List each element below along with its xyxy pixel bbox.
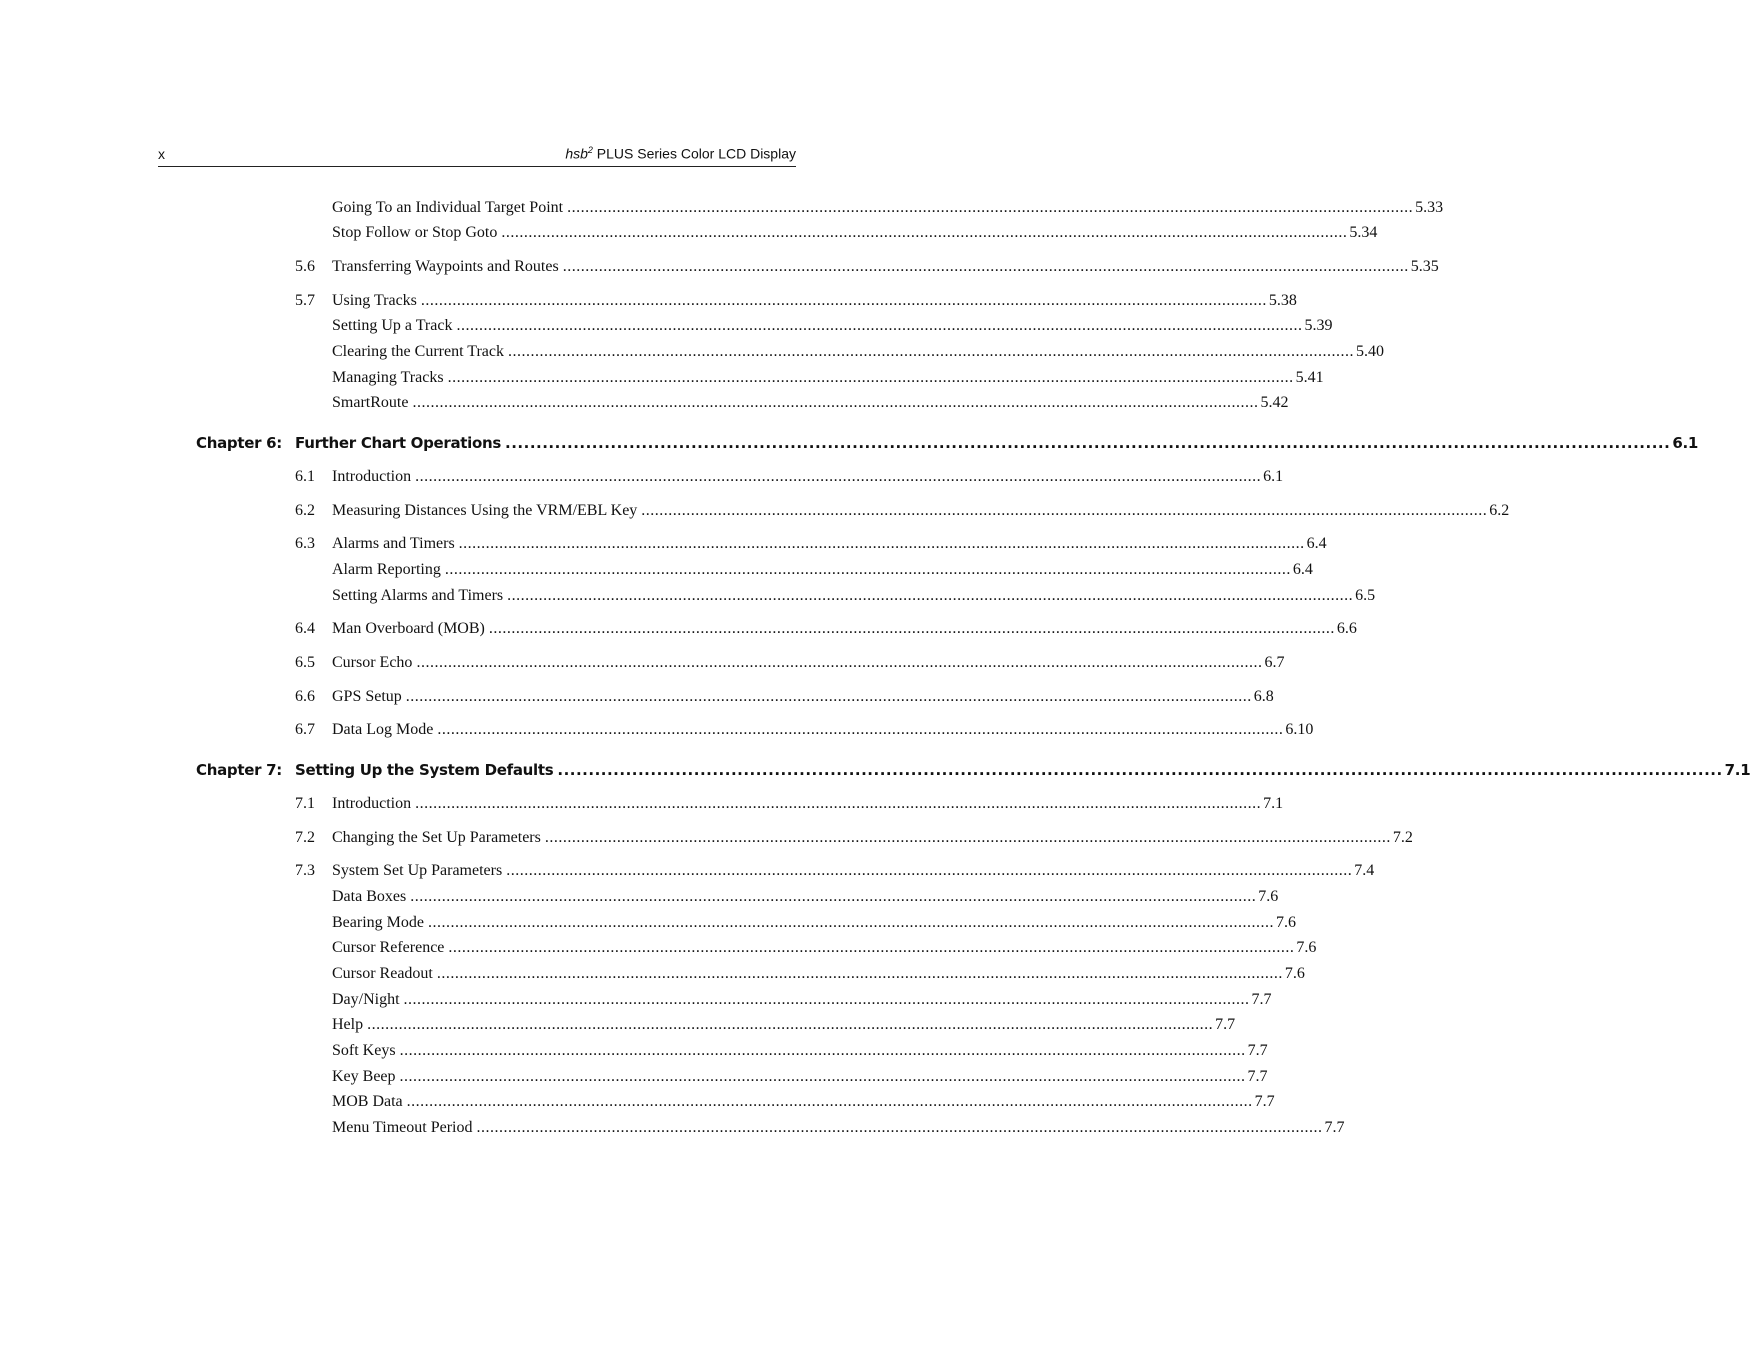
dot-leader: ............................................................................................................................................................................................ <box>506 862 1353 879</box>
chapter-title: Setting Up the System Defaults <box>295 759 557 781</box>
toc-entry-page: 5.35 <box>1409 256 1439 278</box>
toc-entry-page: 7.7 <box>1253 1091 1275 1113</box>
toc-entry-page: 6.4 <box>1305 533 1327 555</box>
toc-entry[interactable] <box>332 937 1317 959</box>
toc-entry-page: 7.7 <box>1246 1066 1268 1088</box>
dot-leader: ............................................................................................................................................................................................ <box>447 369 1294 386</box>
toc-entry-page: 6.10 <box>1283 719 1313 741</box>
dot-leader: ............................................................................................................................................................................................ <box>544 829 1391 846</box>
toc-section[interactable] <box>295 793 1284 815</box>
dot-leader: ............................................................................................................................................................................................ <box>641 502 1488 519</box>
dot-leader: ............................................................................................................................................................................................ <box>456 317 1303 334</box>
dot-leader: ............................................................................................................................................................................................ <box>420 292 1267 309</box>
toc-entry-page: 7.1 <box>1261 793 1283 815</box>
toc-entry[interactable] <box>332 315 1333 337</box>
toc-entry-page: 6.1 <box>1261 466 1283 488</box>
dot-leader: ............................................................................................................................................................................................ <box>399 1042 1246 1059</box>
toc-entry-title: Soft Keys <box>332 1040 400 1062</box>
toc-entry-title: Introduction <box>332 793 415 815</box>
dot-leader: ............................................................................................................................................................................................ <box>412 394 1259 411</box>
toc-chapter-heading[interactable] <box>196 432 1698 454</box>
toc-section[interactable] <box>295 256 1439 278</box>
toc-entry[interactable] <box>332 1091 1275 1113</box>
toc-entry[interactable] <box>332 392 1289 414</box>
toc-section-number: 5.7 <box>295 292 315 309</box>
dot-leader: ............................................................................................................................................................................................ <box>416 654 1263 671</box>
toc-entry-title: Alarms and Timers <box>332 533 459 555</box>
toc-entry[interactable] <box>332 197 1444 219</box>
toc-section[interactable] <box>295 466 1284 488</box>
toc-entry-page: 5.40 <box>1354 341 1384 363</box>
chapter-number: Chapter 6: <box>196 434 282 452</box>
toc-entry-page: 5.41 <box>1294 367 1324 389</box>
chapter-page: 6.1 <box>1672 434 1698 452</box>
toc-entry-page: 7.7 <box>1250 989 1272 1011</box>
toc-entry[interactable] <box>332 963 1305 985</box>
toc-entry-title: System Set Up Parameters <box>332 860 506 882</box>
toc-entry-title: GPS Setup <box>332 686 406 708</box>
dot-leader: ............................................................................................................................................................................................ <box>505 434 1671 452</box>
running-title-text: PLUS Series Color LCD Display <box>592 146 796 162</box>
toc-entry-title: Bearing Mode <box>332 912 428 934</box>
toc-entry-page: 7.7 <box>1213 1014 1235 1036</box>
toc-entry-title: Cursor Reference <box>332 937 448 959</box>
toc-entry-title: Menu Timeout Period <box>332 1117 476 1139</box>
dot-leader: ............................................................................................................................................................................................ <box>405 688 1252 705</box>
toc-entry-page: 7.6 <box>1283 963 1305 985</box>
toc-entry[interactable] <box>332 1014 1236 1036</box>
toc-entry[interactable] <box>332 585 1376 607</box>
toc-entry-page: 6.5 <box>1353 585 1375 607</box>
toc-entry-title: Setting Up a Track <box>332 315 456 337</box>
toc-entry-page: 7.2 <box>1391 827 1413 849</box>
toc-entry-title: Changing the Set Up Parameters <box>332 827 545 849</box>
dot-leader: ............................................................................................................................................................................................ <box>567 199 1414 216</box>
toc-entry-page: 7.6 <box>1256 886 1278 908</box>
toc-entry-page: 7.7 <box>1246 1040 1268 1062</box>
toc-section[interactable] <box>295 533 1327 555</box>
toc-entry-title: Setting Alarms and Timers <box>332 585 507 607</box>
dot-leader: ............................................................................................................................................................................................ <box>427 914 1274 931</box>
toc-entry-page: 6.8 <box>1252 686 1274 708</box>
toc-entry[interactable] <box>332 1040 1268 1062</box>
dot-leader: ............................................................................................................................................................................................ <box>436 965 1283 982</box>
toc-entry[interactable] <box>332 886 1279 908</box>
dot-leader: ............................................................................................................................................................................................ <box>476 1119 1323 1136</box>
toc-entry-page: 7.6 <box>1294 937 1316 959</box>
chapter-title: Further Chart Operations <box>295 432 505 454</box>
toc-entry-title: Day/Night <box>332 989 404 1011</box>
toc-entry-page: 7.6 <box>1274 912 1296 934</box>
toc-entry-title: Going To an Individual Target Point <box>332 197 567 219</box>
toc-section-number: 6.2 <box>295 502 315 519</box>
toc-entry-page: 5.42 <box>1258 392 1288 414</box>
dot-leader: ............................................................................................................................................................................................ <box>501 224 1348 241</box>
toc-entry-page: 6.4 <box>1291 559 1313 581</box>
toc-entry-page: 5.38 <box>1267 290 1297 312</box>
dot-leader: ............................................................................................................................................................................................ <box>458 535 1305 552</box>
toc-section-number: 6.5 <box>295 654 315 671</box>
page-number: x <box>158 146 165 162</box>
toc-entry-title: Key Beep <box>332 1066 400 1088</box>
toc-entry[interactable] <box>332 367 1324 389</box>
toc-entry-title: Clearing the Current Track <box>332 341 508 363</box>
toc-section-number: 7.3 <box>295 862 315 879</box>
dot-leader: ............................................................................................................................................................................................ <box>507 587 1354 604</box>
dot-leader: ............................................................................................................................................................................................ <box>403 991 1250 1008</box>
toc-entry-page: 6.7 <box>1262 652 1284 674</box>
toc-section[interactable] <box>295 719 1314 741</box>
toc-entry-title: Introduction <box>332 466 415 488</box>
dot-leader: ............................................................................................................................................................................................ <box>444 561 1291 578</box>
toc-entry-title: Data Boxes <box>332 886 410 908</box>
toc-entry-title: Man Overboard (MOB) <box>332 618 489 640</box>
toc-section-number: 5.6 <box>295 258 315 275</box>
dot-leader: ............................................................................................................................................................................................ <box>415 468 1262 485</box>
dot-leader: ............................................................................................................................................................................................ <box>557 761 1723 779</box>
toc-entry[interactable] <box>332 912 1296 934</box>
toc-section[interactable] <box>295 290 1297 312</box>
toc-entry-title: Data Log Mode <box>332 719 437 741</box>
toc-entry-page: 5.33 <box>1413 197 1443 219</box>
toc-entry[interactable] <box>332 222 1378 244</box>
toc-entry-title: Stop Follow or Stop Goto <box>332 222 501 244</box>
dot-leader: ............................................................................................................................................................................................ <box>367 1016 1214 1033</box>
toc-entry-title: Cursor Readout <box>332 963 437 985</box>
dot-leader: ............................................................................................................................................................................................ <box>562 258 1409 275</box>
dot-leader: ............................................................................................................................................................................................ <box>448 939 1295 956</box>
dot-leader: ............................................................................................................................................................................................ <box>406 1093 1253 1110</box>
toc-entry-title: SmartRoute <box>332 392 412 414</box>
toc-section[interactable] <box>295 686 1274 708</box>
toc-entry-title: Alarm Reporting <box>332 559 445 581</box>
toc-entry-title: MOB Data <box>332 1091 407 1113</box>
toc-section-number: 6.1 <box>295 468 315 485</box>
brand-name: hsb <box>565 146 588 162</box>
toc-entry-title: Measuring Distances Using the VRM/EBL Key <box>332 500 641 522</box>
toc-entry-page: 6.2 <box>1487 500 1509 522</box>
toc-section-number: 7.1 <box>295 795 315 812</box>
dot-leader: ............................................................................................................................................................................................ <box>507 343 1354 360</box>
toc-entry-page: 5.39 <box>1302 315 1332 337</box>
toc-section-number: 6.6 <box>295 688 315 705</box>
toc-entry[interactable] <box>332 559 1313 581</box>
toc-entry-page: 5.34 <box>1347 222 1377 244</box>
toc-entry-page: 6.6 <box>1335 618 1357 640</box>
dot-leader: ............................................................................................................................................................................................ <box>399 1068 1246 1085</box>
toc-entry-title: Using Tracks <box>332 290 421 312</box>
chapter-page: 7.1 <box>1724 761 1750 779</box>
dot-leader: ............................................................................................................................................................................................ <box>415 795 1262 812</box>
dot-leader: ............................................................................................................................................................................................ <box>437 721 1284 738</box>
toc-section-number: 6.4 <box>295 620 315 637</box>
toc-section[interactable] <box>295 500 1510 522</box>
toc-section[interactable] <box>295 860 1375 882</box>
toc-section-number: 6.7 <box>295 721 315 738</box>
toc-entry[interactable] <box>332 1066 1268 1088</box>
toc-entry-title: Help <box>332 1014 367 1036</box>
dot-leader: ............................................................................................................................................................................................ <box>410 888 1257 905</box>
toc-entry-title: Managing Tracks <box>332 367 448 389</box>
toc-chapter-heading[interactable] <box>196 759 1750 781</box>
toc-section-number: 7.2 <box>295 829 315 846</box>
toc-entry[interactable] <box>332 1117 1345 1139</box>
toc-entry-title: Transferring Waypoints and Routes <box>332 256 563 278</box>
toc-entry[interactable] <box>332 341 1384 363</box>
toc-section[interactable] <box>295 827 1413 849</box>
chapter-number: Chapter 7: <box>196 761 282 779</box>
toc-entry-page: 7.4 <box>1352 860 1374 882</box>
toc-section-number: 6.3 <box>295 535 315 552</box>
toc-entry-page: 7.7 <box>1322 1117 1344 1139</box>
dot-leader: ............................................................................................................................................................................................ <box>488 620 1335 637</box>
toc-section[interactable] <box>295 652 1285 674</box>
toc-entry-title: Cursor Echo <box>332 652 416 674</box>
toc-section[interactable] <box>295 618 1357 640</box>
brand-superscript: 2 <box>587 145 593 156</box>
toc-entry[interactable] <box>332 989 1272 1011</box>
